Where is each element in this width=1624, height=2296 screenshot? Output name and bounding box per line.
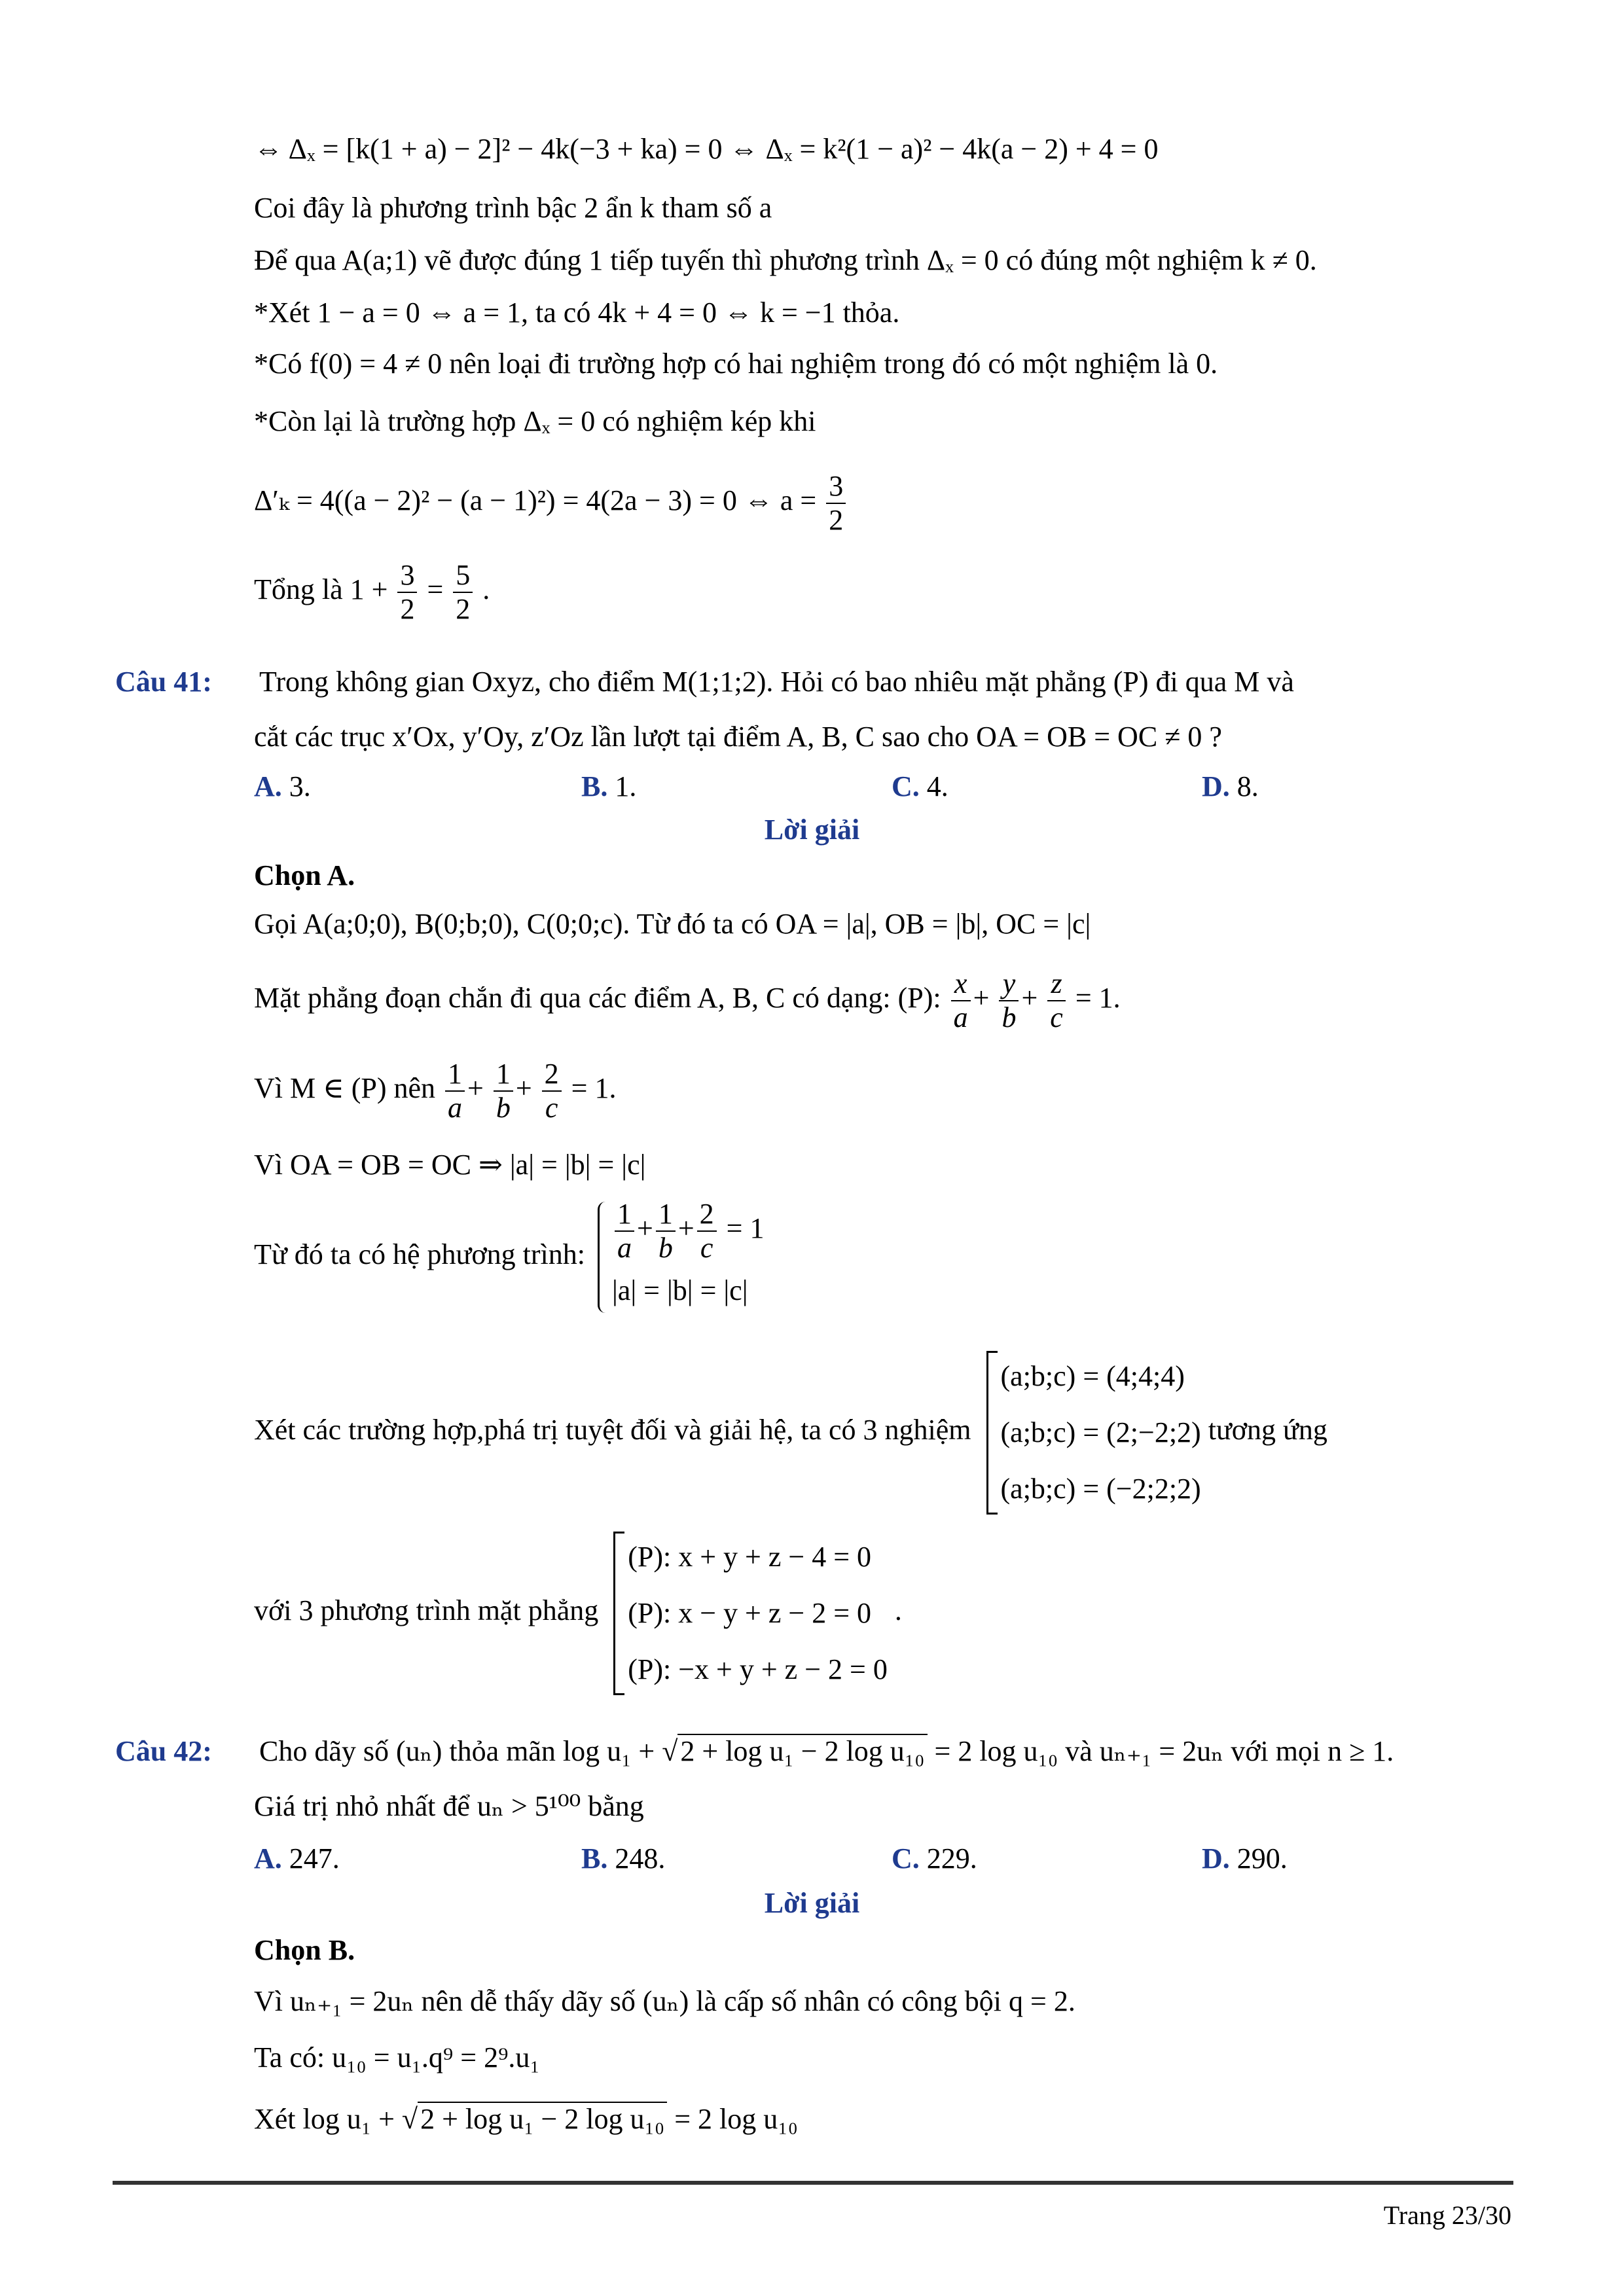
bracket-row: (a;b;c) = (−2;2;2): [1000, 1473, 1201, 1505]
numerator: z: [1047, 967, 1066, 1001]
denominator: c: [700, 1232, 713, 1264]
bracket-row: (a;b;c) = (2;−2;2): [1000, 1416, 1201, 1448]
text: .: [894, 1594, 902, 1627]
numerator: x: [951, 967, 971, 1001]
fraction: [615, 1198, 634, 1265]
question-41-text: cắt các trục x′Ox, y′Oy, z′Oz lần lượt tại điểm A, B, C sao cho OA = OB = OC ≠ 0 ?: [254, 721, 1222, 753]
option-value: 248.: [615, 1842, 666, 1874]
text: tương ứng: [1208, 1414, 1327, 1446]
question-42-text: Giá trị nhỏ nhất để uₙ > 5¹⁰⁰ bằng: [254, 1790, 644, 1822]
fraction: [656, 1198, 676, 1265]
fraction: [453, 559, 473, 626]
text: Xét các trường hợp,phá trị tuyệt đối và giải hệ, ta có 3 nghiệm: [254, 1414, 971, 1446]
planes-bracket: [613, 1529, 888, 1698]
text-line: *Xét 1 − a = 0 ⇔ a = 1, ta có 4k + 4 = 0 ⇔ k = −1 thỏa.: [254, 296, 900, 329]
solution-title: Lời giải: [764, 814, 860, 846]
denominator: 2: [456, 592, 471, 625]
text: = 2 log u₁₀ và uₙ₊₁ = 2uₙ với mọi n ≥ 1.: [934, 1735, 1394, 1767]
fraction: [397, 559, 417, 626]
equation-text: Δ′ₖ = 4((a − 2)² − (a − 1)²) = 4(2a − 3) = 0 ⇔ a =: [254, 484, 817, 516]
equals: =: [427, 573, 444, 605]
option-value: 1.: [615, 770, 637, 802]
solution-line: Vì OA = OB = OC ⇒ |a| = |b| = |c|: [254, 1149, 646, 1181]
numerator: 2: [697, 1198, 717, 1232]
text: = 2 log u₁₀: [674, 2103, 798, 2135]
numerator: 1: [656, 1198, 676, 1232]
numerator: 3: [397, 559, 417, 593]
option-key: C.: [892, 770, 920, 802]
option-value: 290.: [1236, 1842, 1288, 1874]
sqrt-content: 2 + log u₁ − 2 log u₁₀: [677, 1734, 927, 1767]
option-value: 8.: [1236, 770, 1259, 802]
bracket-row: (P): x + y + z − 4 = 0: [628, 1541, 872, 1573]
membership-line: Vì M ∈ (P) nên $\frac{1}{a}$ + $\frac{1}{b}$ + $\frac{2}{c}$ = 1.: [254, 1057, 617, 1124]
denominator: b: [658, 1232, 673, 1264]
text: Mặt phẳng đoạn chắn đi qua các điểm A, B, C có dạng: (P):: [254, 982, 941, 1014]
question-42-text: [259, 1733, 1394, 1770]
solution-bracket: [986, 1348, 1201, 1517]
option-value: 247.: [289, 1842, 340, 1874]
text-line: *Có f(0) = 4 ≠ 0 nên loại đi trường hợp có hai nghiệm trong đó có một nghiệm là 0.: [254, 348, 1218, 380]
numerator: 3: [826, 470, 846, 504]
option-c: [892, 768, 948, 805]
text-line: Coi đây là phương trình bậc 2 ẩn k tham số a: [254, 192, 772, 224]
fraction: [542, 1058, 562, 1124]
text: Vì M ∈ (P) nên: [254, 1072, 435, 1104]
option-key: A.: [254, 770, 282, 802]
text: Xét log u₁ +: [254, 2103, 395, 2135]
sqrt-sign: √: [662, 1735, 678, 1767]
solution-line: [254, 2101, 798, 2138]
solution-line: Ta có: u₁₀ = u₁.q⁹ = 2⁹.u₁: [254, 2041, 540, 2073]
footer-rule: [113, 2181, 1513, 2185]
sqrt-content: 2 + log u₁ − 2 log u₁₀: [418, 2102, 667, 2135]
planes-line: [254, 1529, 902, 1698]
equation-delta-x: ⇔ Δₓ = [k(1 + a) − 2]² − 4k(−3 + ka) = 0 ⇔ Δₓ = k²(1 − a)² − 4k(a − 2) + 4 = 0: [254, 133, 1159, 165]
denominator: a: [953, 1001, 968, 1033]
text: = 1.: [571, 1072, 617, 1104]
bracket-row: (a;b;c) = (4;4;4): [1000, 1360, 1185, 1392]
option-a: [254, 1840, 340, 1877]
sqrt-sign: √: [401, 2103, 418, 2135]
fraction: [1047, 967, 1066, 1034]
option-value: 4.: [926, 770, 948, 802]
option-value: 3.: [289, 770, 311, 802]
option-d: [1202, 768, 1259, 805]
numerator: 1: [615, 1198, 634, 1232]
text: Cho dãy số (uₙ) thỏa mãn log u₁ +: [259, 1735, 655, 1767]
option-b: [581, 1840, 665, 1877]
text: = 1: [726, 1212, 765, 1245]
numerator: 2: [542, 1058, 562, 1092]
fraction: [697, 1198, 717, 1265]
denominator: c: [1050, 1001, 1063, 1033]
chosen-answer: Chọn A.: [254, 859, 355, 891]
intercept-plane-line: Mặt phẳng đoạn chắn đi qua các điểm A, B, C có dạng: (P): $\frac{x}{a}$ + $\frac{y}{b}$ + $\frac{z}{c}$ = 1.: [254, 967, 1121, 1033]
option-key: B.: [581, 1842, 608, 1874]
option-b: [581, 768, 636, 805]
fraction: [826, 470, 846, 537]
option-c: [892, 1840, 977, 1877]
fraction: [445, 1058, 465, 1124]
denominator: 2: [400, 592, 415, 625]
sum-prefix: Tổng là 1 +: [254, 573, 388, 605]
question-41-text: Trong không gian Oxyz, cho điểm M(1;1;2). Hỏi có bao nhiêu mặt phẳng (P) đi qua M và: [259, 666, 1294, 698]
solution-line: Gọi A(a;0;0), B(0;b;0), C(0;0;c). Từ đó ta có OA = |a|, OB = |b|, OC = |c|: [254, 908, 1091, 940]
text: với 3 phương trình mặt phẳng: [254, 1594, 599, 1627]
denominator: b: [1001, 1001, 1017, 1033]
text: = 1.: [1075, 982, 1121, 1014]
page-number: Trang 23/30: [1383, 2200, 1511, 2230]
option-key: D.: [1202, 770, 1230, 802]
fraction: [951, 967, 971, 1034]
option-key: B.: [581, 770, 608, 802]
sum-line: [254, 554, 490, 626]
denominator: a: [448, 1091, 462, 1124]
option-value: 229.: [926, 1842, 977, 1874]
bracket-row: (P): −x + y + z − 2 = 0: [628, 1653, 888, 1685]
text: Từ đó ta có hệ phương trình:: [254, 1238, 585, 1271]
period: .: [482, 573, 490, 605]
chosen-answer: Chọn B.: [254, 1934, 355, 1966]
denominator: 2: [829, 503, 844, 536]
numerator: 5: [453, 559, 473, 593]
text-line: Để qua A(a;1) vẽ được đúng 1 tiếp tuyến thì phương trình Δₓ = 0 có đúng một nghiệm k ≠ 0.: [254, 244, 1317, 276]
system-line: [254, 1198, 764, 1317]
numerator: 1: [445, 1058, 465, 1092]
denominator: c: [545, 1091, 558, 1124]
numerator: y: [999, 967, 1019, 1001]
option-a: [254, 768, 311, 805]
text-line: *Còn lại là trường hợp Δₓ = 0 có nghiệm kép khi: [254, 405, 816, 437]
solution-line: Vì uₙ₊₁ = 2uₙ nên dễ thấy dãy số (uₙ) là cấp số nhân có công bội q = 2.: [254, 1985, 1075, 2017]
option-key: C.: [892, 1842, 920, 1874]
question-42-label: Câu 42:: [115, 1735, 212, 1767]
fraction: [999, 967, 1019, 1034]
system-row: |a| = |b| = |c|: [611, 1274, 748, 1306]
denominator: a: [617, 1232, 632, 1264]
numerator: 1: [494, 1058, 513, 1092]
question-41-label: Câu 41:: [115, 666, 212, 698]
system-row: $\frac{1}{a}$ + $\frac{1}{b}$ + $\frac{2}{c}$ = 1: [612, 1198, 764, 1265]
bracket-row: (P): x − y + z − 2 = 0: [628, 1597, 872, 1629]
solutions-line: [254, 1348, 1327, 1517]
fraction: [494, 1058, 513, 1124]
option-d: [1202, 1840, 1288, 1877]
equation-system: [592, 1198, 764, 1317]
denominator: b: [496, 1091, 511, 1124]
equation-delta-k: [254, 465, 848, 537]
option-key: D.: [1202, 1842, 1230, 1874]
solution-title: Lời giải: [764, 1887, 860, 1919]
option-key: A.: [254, 1842, 282, 1874]
